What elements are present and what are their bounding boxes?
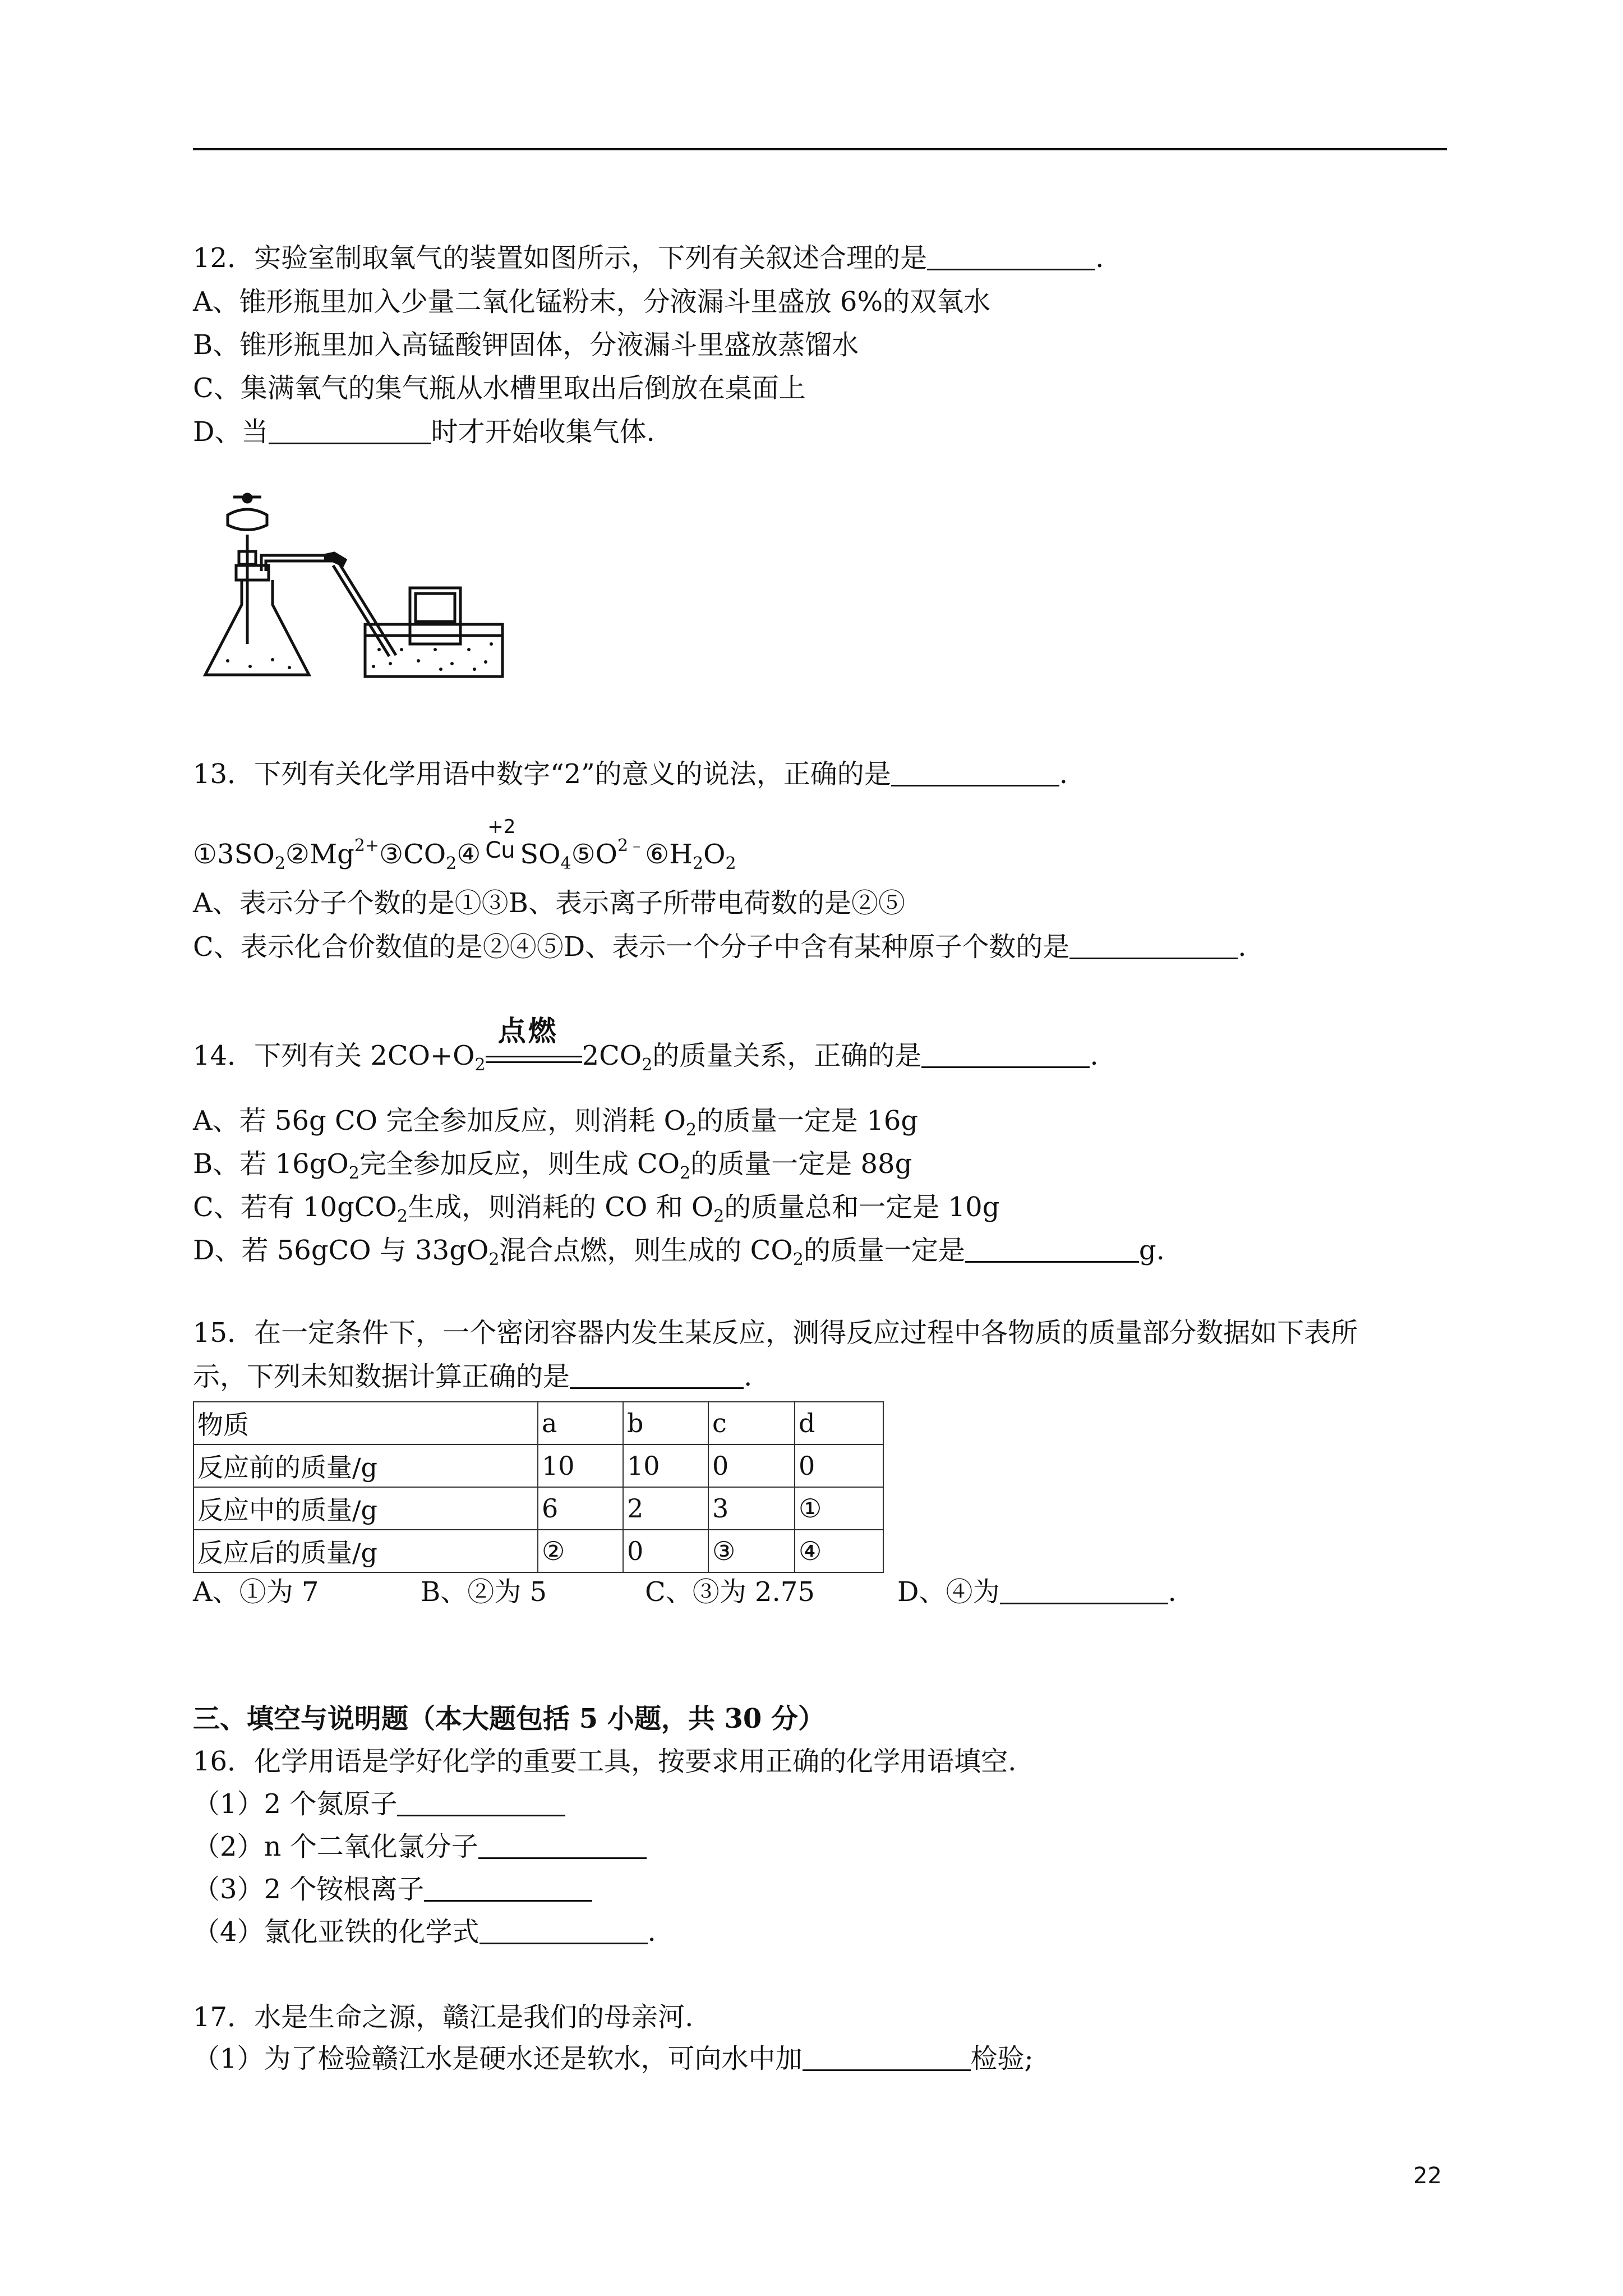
q12-option-b: B、锥形瓶里加入高锰酸钾固体，分液漏斗里盛放蒸馏水 — [193, 329, 859, 361]
q15-stem-line1: 15．在一定条件下，一个密闭容器内发生某反应，测得反应过程中各物质的质量部分数据如下表所 — [193, 1317, 1358, 1349]
answer-blank[interactable] — [1000, 1578, 1168, 1604]
q17-part-1: （1）为了检验赣江水是硬水还是软水，可向水中加 检验; — [193, 2043, 1034, 2074]
q15-stem-line2: 示，下列未知数据计算正确的是 . — [193, 1361, 753, 1392]
section-heading: 三、填空与说明题（本大题包括 5 小题，共 30 分） — [193, 1703, 826, 1734]
q16-part-4: （4）氯化亚铁的化学式 . — [193, 1916, 656, 1948]
answer-blank[interactable] — [921, 1042, 1090, 1068]
page-number: 22 — [1413, 2163, 1442, 2189]
q12-stem: 12．实验室制取氧气的装置如图所示，下列有关叙述合理的是 . — [193, 242, 1104, 274]
q17-stem: 17．水是生命之源，赣江是我们的母亲河. — [193, 2001, 694, 2033]
answer-blank[interactable] — [570, 1363, 744, 1389]
q14-option-a: A、若 56g CO 完全参加反应，则消耗 $O_2$的质量一定是 16g — [193, 1105, 919, 1140]
table-row: 物质 a b c d — [193, 1402, 883, 1444]
copper-with-valence: +2 Cu — [485, 816, 516, 863]
answer-blank[interactable] — [478, 1833, 647, 1859]
answer-blank[interactable] — [424, 1875, 592, 1902]
mass-data-table — [193, 1401, 884, 1573]
q14-option-b: B、若 $16gO_2$完全参加反应，则生成 $CO_2$的质量一定是 88g — [193, 1148, 912, 1183]
answer-blank[interactable] — [269, 418, 431, 444]
q14-option-d: D、若 56gCO 与 $33gO_2$混合点燃，则生成的 $CO_2$的质量一定是 g. — [193, 1235, 1165, 1269]
table-row: 反应中的质量/g 6 2 3 ① — [193, 1487, 883, 1530]
q13-formula-list: $①3SO_2②Mg^{2+}③CO_2④$ +2 Cu $SO_4⑤O^{2﹣}⑥H_2O_2$ — [193, 816, 736, 873]
q13-stem: 13．下列有关化学用语中数字“2”的意义的说法，正确的是 . — [193, 758, 1068, 790]
answer-blank[interactable] — [965, 1236, 1139, 1263]
q12-option-c: C、集满氧气的集气瓶从水槽里取出后倒放在桌面上 — [193, 372, 806, 404]
q16-part-1: （1）2 个氮原子 — [193, 1787, 565, 1821]
header-rule — [193, 148, 1447, 150]
answer-blank[interactable] — [891, 760, 1059, 786]
q12-option-a: A、锥形瓶里加入少量二氧化锰粉末，分液漏斗里盛放 6%的双氧水 — [193, 286, 991, 318]
reaction-condition: 点燃 — [486, 1039, 582, 1073]
table-row: 反应后的质量/g ② 0 ③ ④ — [193, 1530, 883, 1572]
q16-part-3: （3）2 个铵根离子 — [193, 1872, 592, 1906]
q14-stem: 14．下列有关 $2CO+O_2$ 点燃 $2CO_2$的质量关系，正确的是 . — [193, 1015, 1099, 1075]
q12-option-d: D、当 时才开始收集气体. — [193, 416, 655, 448]
q14-option-c: C、若有 10gCO$_2$生成，则消耗的 CO 和 $O_2$的质量总和一定是 10g — [193, 1191, 1000, 1226]
answer-blank[interactable] — [927, 244, 1095, 270]
oxygen-apparatus-figure — [194, 481, 531, 694]
answer-blank[interactable] — [397, 1790, 565, 1816]
q16-stem: 16．化学用语是学好化学的重要工具，按要求用正确的化学用语填空. — [193, 1746, 1017, 1777]
q16-part-2: （2）n 个二氧化氯分子 — [193, 1830, 647, 1864]
answer-blank[interactable] — [479, 1918, 648, 1944]
table-row: 反应前的质量/g 10 10 0 0 — [193, 1444, 883, 1487]
q13-options-cd: C、表示化合价数值的是②④⑤D、表示一个分子中含有某种原子个数的是 . — [193, 931, 1247, 963]
answer-blank[interactable] — [803, 2045, 971, 2071]
answer-blank[interactable] — [1069, 933, 1238, 959]
q15-options: A、①为 7 B、②为 5 C、③为 2.75 D、④为 . — [193, 1576, 1177, 1608]
q13-options-ab: A、表示分子个数的是①③B、表示离子所带电荷数的是②⑤ — [193, 887, 905, 919]
